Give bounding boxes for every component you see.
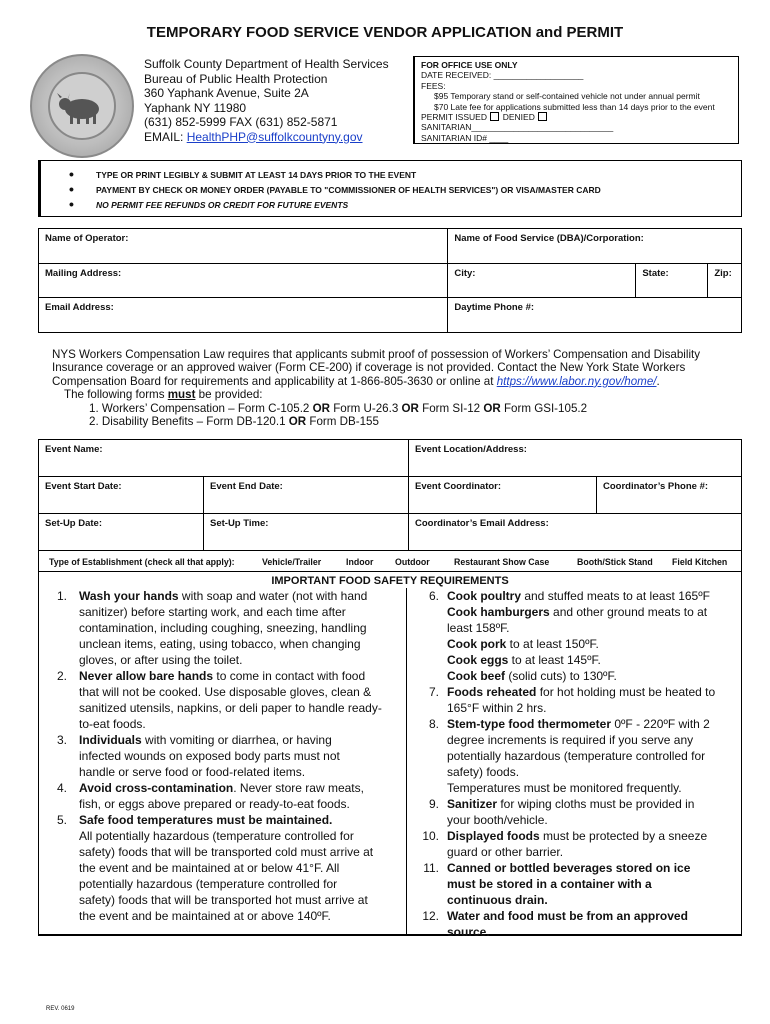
denied-checkbox[interactable]: [538, 112, 547, 121]
operator-name-field[interactable]: Name of Operator:: [39, 229, 448, 264]
requirement-item: 4. Avoid cross-contamination. Never store raw meats, fish, or eggs above prepared or ready-to-eat foods.: [45, 780, 397, 812]
requirement-number: 6.: [428, 589, 439, 603]
county-seal: [30, 54, 134, 158]
fee-temporary: $95 Temporary stand or self-contained vehicle not under annual permit: [434, 91, 700, 102]
forms-must: must: [167, 388, 196, 402]
requirement-item: 7. Foods reheated for hot holding must be heated to 165°F within 2 hrs.: [417, 684, 739, 716]
requirement-item: 9. Sanitizer for wiping cloths must be provided in your booth/vehicle.: [417, 796, 739, 828]
sanitarian-id-field: SANITARIAN ID# ____: [421, 132, 509, 143]
bullet-icon: •: [69, 181, 74, 197]
revision-number: REV. 0619: [46, 1006, 75, 1012]
address-line: Bureau of Public Health Protection: [144, 71, 328, 86]
establishment-type-label: Type of Establishment (check all that apply):: [49, 557, 235, 567]
mailing-address-field[interactable]: Mailing Address:: [39, 264, 448, 298]
requirement-number: 12.: [422, 909, 439, 923]
department-address: [144, 57, 389, 144]
requirement-number: 9.: [428, 797, 439, 811]
option-booth-stick-stand[interactable]: Booth/Stick Stand: [577, 557, 653, 567]
option-indoor[interactable]: Indoor: [346, 557, 374, 567]
state-field[interactable]: State:: [636, 264, 708, 298]
requirement-number: 4.: [56, 781, 67, 795]
office-use-header: FOR OFFICE USE ONLY: [421, 60, 518, 70]
requirement-number: 8.: [428, 717, 439, 731]
requirement-number: 5.: [56, 813, 67, 827]
notice-line: Compensation Board for requirements and applicability at 1-866-805-3630 or online at: [52, 374, 497, 388]
form-list-item: 1. Workers’ Compensation – Form C-105.2 OR Form U-26.3 OR Form SI-12 OR Form GSI-105.2: [89, 401, 588, 415]
event-start-date-field[interactable]: Event Start Date:: [39, 477, 204, 514]
event-name-field[interactable]: Event Name:: [39, 440, 409, 477]
email-link[interactable]: HealthPHP@suffolkcountyny.gov: [186, 129, 363, 144]
email-label: EMAIL:: [144, 129, 187, 144]
address-line: 360 Yaphank Avenue, Suite 2A: [144, 86, 309, 100]
event-form: [38, 439, 742, 551]
requirement-item: 5. Safe food temperatures must be maintained. All potentially hazardous (temperature controlled for safety) foods that will be transported cold must arrive at the event and be maintained at or below 41°F. All potentially hazardous (temperature controlled for safety) foods that will be transported hot must arrive at the event and be maintained at or above 140ºF.: [45, 812, 397, 924]
phone-fax-line: (631) 852-5999 FAX (631) 852-5871: [144, 115, 338, 129]
requirement-number: 2.: [56, 669, 67, 683]
option-outdoor[interactable]: Outdoor: [395, 557, 430, 567]
option-restaurant-show-case[interactable]: Restaurant Show Case: [454, 557, 550, 567]
coordinator-email-field[interactable]: Coordinator’s Email Address:: [409, 514, 742, 551]
dba-field[interactable]: Name of Food Service (DBA)/Corporation:: [448, 229, 742, 264]
address-line: Yaphank NY 11980: [144, 100, 247, 115]
option-field-kitchen[interactable]: Field Kitchen: [672, 557, 728, 567]
fee-late: $70 Late fee for applications submitted less than 14 days prior to the event: [434, 101, 715, 112]
event-location-field[interactable]: Event Location/Address:: [409, 440, 742, 477]
requirement-item: Cook beef (solid cuts) to 130ºF.: [447, 669, 617, 683]
forms-intro-end: be provided:: [195, 388, 263, 402]
address-line: Suffolk County Department of Health Services: [144, 57, 389, 71]
daytime-phone-field[interactable]: Daytime Phone #:: [448, 298, 742, 333]
operator-form: [38, 228, 742, 333]
zip-field[interactable]: Zip:: [708, 264, 742, 298]
requirement-item: 1. Wash your hands with soap and water (not with hand sanitizer) before starting work, and each time after contamination, including coughing, sneezing, handling unclean items, eating, using tobacco, when changing gloves, or after using the toilet.: [45, 588, 397, 668]
requirement-item: Cook pork to at least 150ºF.: [447, 637, 599, 651]
labor-link[interactable]: https://www.labor.ny.gov/home/: [496, 374, 657, 388]
requirement-number: 11.: [423, 861, 439, 875]
bullet-icon: •: [69, 196, 74, 212]
city-field[interactable]: City:: [448, 264, 636, 298]
period: .: [656, 374, 660, 388]
coordinator-phone-field[interactable]: Coordinator’s Phone #:: [597, 477, 742, 514]
requirement-item: 6. Cook poultry and stuffed meats to at least 165ºF: [417, 588, 739, 604]
permit-issued-checkbox[interactable]: [490, 112, 499, 121]
bullet-icon: •: [69, 166, 74, 182]
workers-comp-notice: [52, 348, 700, 428]
instructions-box: • TYPE OR PRINT LEGIBLY & SUBMIT AT LEAST 14 DAYS PRIOR TO THE EVENT • PAYMENT BY CHECK OR MONEY ORDER (PAYABLE TO "COMMISSIONER OF HEALTH SERVICES") OR VISA/MASTER CARD • NO PERMIT FEE REFUNDS OR CREDIT FOR FUTURE EVENTS: [38, 160, 742, 217]
denied-label: DENIED: [502, 112, 535, 123]
requirement-item: Cook hamburgers and other ground meats to at least 158ºF.: [447, 605, 708, 635]
forms-intro: The following forms: [64, 388, 168, 402]
date-received: DATE RECEIVED: ___________________: [421, 70, 584, 81]
requirements-left-column: [45, 588, 397, 924]
permit-issued-label: PERMIT ISSUED: [421, 112, 487, 123]
establishment-type-bar: [38, 550, 742, 572]
requirement-number: 3.: [56, 733, 67, 747]
requirement-item: 3. Individuals with vomiting or diarrhea, or having infected wounds on exposed body parts must not handle or serve food or food-related items.: [45, 732, 397, 780]
form-list-item: 2. Disability Benefits – Form DB-120.1 OR Form DB-155: [89, 415, 379, 429]
office-use-box: [413, 56, 739, 144]
event-coordinator-field[interactable]: Event Coordinator:: [409, 477, 597, 514]
option-vehicle-trailer[interactable]: Vehicle/Trailer: [262, 557, 322, 567]
setup-time-field[interactable]: Set-Up Time:: [204, 514, 409, 551]
requirement-item: 2. Never allow bare hands to come in contact with food that will not be cooked. Use disposable gloves, clean & sanitized utensils, napkins, or deli paper to handle ready- to-eat foods.: [45, 668, 397, 732]
food-safety-requirements: [38, 572, 742, 939]
requirements-right-column: [417, 588, 739, 940]
requirement-item: 8. Stem-type food thermometer 0ºF - 220ºF with 2 degree increments is required if you serve any potentially hazardous (temperature controlled for safety) foods. Temperatures must be monitored frequently.: [417, 716, 739, 796]
setup-date-field[interactable]: Set-Up Date:: [39, 514, 204, 551]
requirement-number: 10.: [422, 829, 439, 843]
requirement-item: Cook eggs to at least 145ºF.: [447, 653, 601, 667]
column-divider: [406, 588, 407, 934]
requirement-number: 7.: [428, 685, 439, 699]
notice-line: Insurance coverage or an approved waiver (Form CE-200) if coverage is not provided. Contact the New York State Workers: [52, 361, 686, 375]
requirement-item: 10. Displayed foods must be protected by a sneeze guard or other barrier.: [417, 828, 739, 860]
page-title: TEMPORARY FOOD SERVICE VENDOR APPLICATION and PERMIT: [146, 24, 624, 41]
requirements-title: IMPORTANT FOOD SAFETY REQUIREMENTS: [271, 575, 509, 587]
email-address-field[interactable]: Email Address:: [39, 298, 448, 333]
fees-label: FEES:: [421, 80, 446, 91]
requirement-item: 11. Canned or bottled beverages stored on ice must be stored in a container with a continuous drain.: [417, 860, 739, 908]
requirement-item: 12. Water and food must be from an approved source.: [417, 908, 739, 940]
sanitarian-field: SANITARIAN______________________________: [421, 122, 614, 133]
notice-line: NYS Workers Compensation Law requires that applicants submit proof of possession of Workers’ Compensation and Disability: [52, 348, 701, 361]
event-end-date-field[interactable]: Event End Date:: [204, 477, 409, 514]
requirement-number: 1.: [56, 589, 67, 603]
